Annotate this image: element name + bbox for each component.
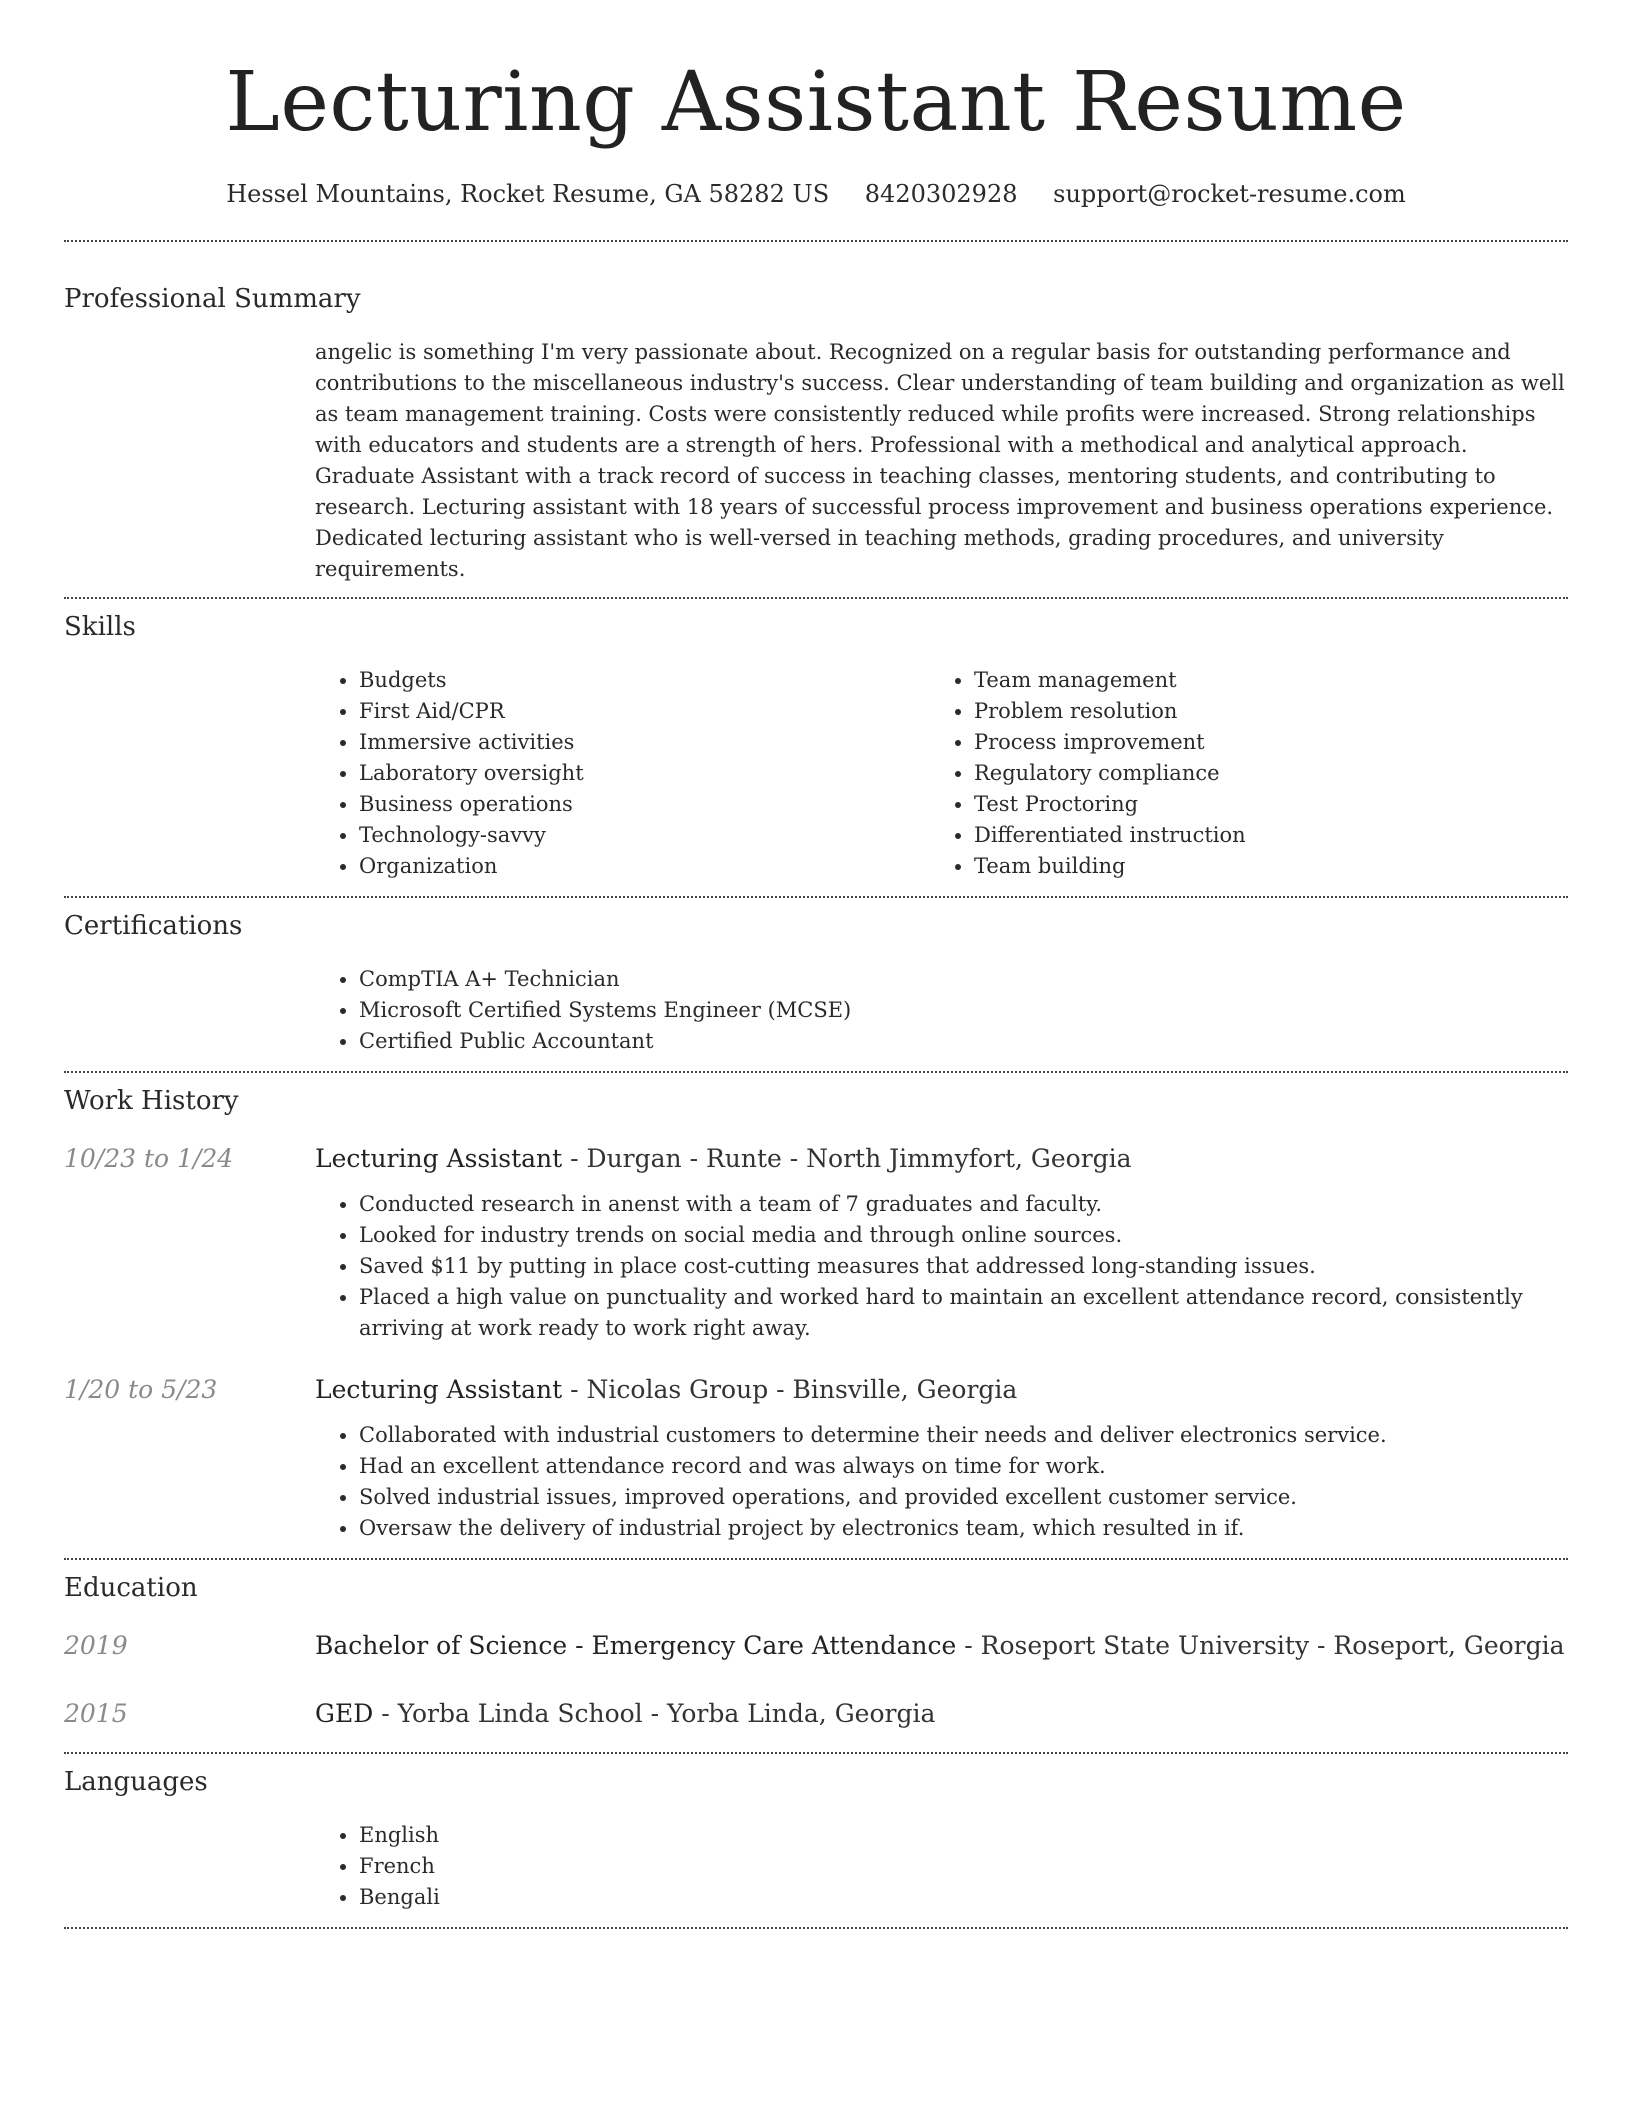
contact-phone: 8420302928 xyxy=(864,180,1018,208)
languages-body xyxy=(315,1820,1568,1913)
contact-email: support@rocket-resume.com xyxy=(1053,180,1406,208)
skill-item: • Technology-savvy xyxy=(359,820,930,851)
job-duty-item: • Solved industrial issues, improved operations, and provided excellent customer service. xyxy=(359,1482,1568,1513)
education-section xyxy=(64,1570,1568,1732)
education-line xyxy=(315,1628,1565,1664)
certification-item: • Certified Public Accountant xyxy=(359,1026,1568,1057)
skill-item: • Budgets xyxy=(359,665,930,696)
language-item: • English xyxy=(359,1820,1568,1851)
summary-heading: Professional Summary xyxy=(64,284,361,314)
job-title-line xyxy=(315,1372,1017,1408)
skill-item: • Organization xyxy=(359,851,930,882)
summary-section xyxy=(64,281,1568,585)
skill-item: • Problem resolution xyxy=(974,696,1545,727)
education-year: 2019 xyxy=(64,1631,128,1660)
job-title: Lecturing Assistant xyxy=(315,1375,563,1404)
job-header xyxy=(64,1372,1568,1408)
skills-list-left xyxy=(315,665,930,882)
job-employer: - Durgan - Runte - North Jimmyfort, Georgia xyxy=(562,1144,1132,1173)
languages-heading: Languages xyxy=(64,1767,208,1797)
job-duties xyxy=(315,1189,1568,1344)
work-history-heading: Work History xyxy=(64,1086,239,1116)
skill-item: • Immersive activities xyxy=(359,727,930,758)
job-duty-item: • Collaborated with industrial customers to determine their needs and deliver electronics service. xyxy=(359,1420,1568,1451)
contact-address: Hessel Mountains, Rocket Resume, GA 58282 US xyxy=(226,180,830,208)
section-divider xyxy=(64,896,1568,898)
section-divider xyxy=(64,1927,1568,1929)
summary-text: angelic is something I'm very passionate about. Recognized on a regular basis for outstanding performance and contributions to the miscellaneous industry's success. Clear understanding of team building and organization as well as team management training. Costs were consistently reduced while profits were increased. Strong relationships with educators and students are a strength of hers. Professional with a methodical and analytical approach. Graduate Assistant with a track record of success in teaching classes, mentoring students, and contributing to research. Lecturing assistant with 18 years of successful process improvement and business operations experience. Dedicated lecturing assistant who is well-versed in teaching methods, grading procedures, and university requirements. xyxy=(315,340,1565,581)
job-duties xyxy=(315,1420,1568,1544)
resume-page xyxy=(64,0,1568,1929)
skill-item: • Regulatory compliance xyxy=(974,758,1545,789)
work-history-section xyxy=(64,1083,1568,1544)
skill-item: • First Aid/CPR xyxy=(359,696,930,727)
section-divider xyxy=(64,240,1568,242)
skills-grid xyxy=(315,665,1568,882)
job-employer: - Nicolas Group - Binsville, Georgia xyxy=(562,1375,1018,1404)
skills-heading: Skills xyxy=(64,612,136,642)
skill-item: • Team building xyxy=(974,851,1545,882)
language-item: • French xyxy=(359,1851,1568,1882)
section-divider xyxy=(64,1558,1568,1560)
contact-line xyxy=(64,176,1568,212)
education-degree: Bachelor of Science - Emergency Care Attendance xyxy=(315,1631,957,1660)
certification-item: • CompTIA A+ Technician xyxy=(359,964,1568,995)
skill-item: • Test Proctoring xyxy=(974,789,1545,820)
certifications-heading: Certifications xyxy=(64,911,243,941)
job-dates: 10/23 to 1/24 xyxy=(64,1144,234,1173)
certifications-section xyxy=(64,908,1568,1057)
job-duty-item: • Saved $11 by putting in place cost-cutting measures that addressed long-standing issues. xyxy=(359,1251,1568,1282)
skills-column-left xyxy=(315,665,930,882)
job-duty-item: • Oversaw the delivery of industrial project by electronics team, which resulted in if. xyxy=(359,1513,1568,1544)
job-entry xyxy=(64,1372,1568,1544)
education-entry xyxy=(64,1696,1568,1732)
job-duty-item: • Had an excellent attendance record and was always on time for work. xyxy=(359,1451,1568,1482)
education-line xyxy=(315,1696,935,1732)
skills-column-right xyxy=(930,665,1545,882)
education-school: - Yorba Linda School - Yorba Linda, Georgia xyxy=(373,1699,936,1728)
skill-item: • Laboratory oversight xyxy=(359,758,930,789)
section-divider xyxy=(64,597,1568,599)
job-duty-item: • Conducted research in anenst with a team of 7 graduates and faculty. xyxy=(359,1189,1568,1220)
job-entry xyxy=(64,1141,1568,1344)
skill-item: • Business operations xyxy=(359,789,930,820)
skill-item: • Team management xyxy=(974,665,1545,696)
skill-item: • Differentiated instruction xyxy=(974,820,1545,851)
education-entry xyxy=(64,1628,1568,1664)
languages-section xyxy=(64,1764,1568,1913)
job-header xyxy=(64,1141,1568,1177)
section-divider xyxy=(64,1071,1568,1073)
section-divider xyxy=(64,1752,1568,1754)
job-title-line xyxy=(315,1141,1132,1177)
certifications-list xyxy=(315,964,1568,1057)
education-degree: GED xyxy=(315,1699,374,1728)
education-year: 2015 xyxy=(64,1699,128,1728)
education-school: - Roseport State University - Roseport, Georgia xyxy=(956,1631,1565,1660)
education-heading: Education xyxy=(64,1573,198,1603)
language-item: • Bengali xyxy=(359,1882,1568,1913)
skill-item: • Process improvement xyxy=(974,727,1545,758)
skills-section xyxy=(64,609,1568,882)
certifications-body xyxy=(315,964,1568,1057)
job-dates: 1/20 to 5/23 xyxy=(64,1375,218,1404)
certification-item: • Microsoft Certified Systems Engineer (MCSE) xyxy=(359,995,1568,1026)
job-duties-list xyxy=(315,1420,1568,1544)
languages-list xyxy=(315,1820,1568,1913)
job-title: Lecturing Assistant xyxy=(315,1144,563,1173)
job-duties-list xyxy=(315,1189,1568,1344)
job-duty-item: • Placed a high value on punctuality and worked hard to maintain an excellent attendance record, consistently arriving at work ready to work right away. xyxy=(359,1282,1568,1344)
skills-list-right xyxy=(930,665,1545,882)
page-title: Lecturing Assistant Resume xyxy=(225,55,1407,150)
job-duty-item: • Looked for industry trends on social media and through online sources. xyxy=(359,1220,1568,1251)
